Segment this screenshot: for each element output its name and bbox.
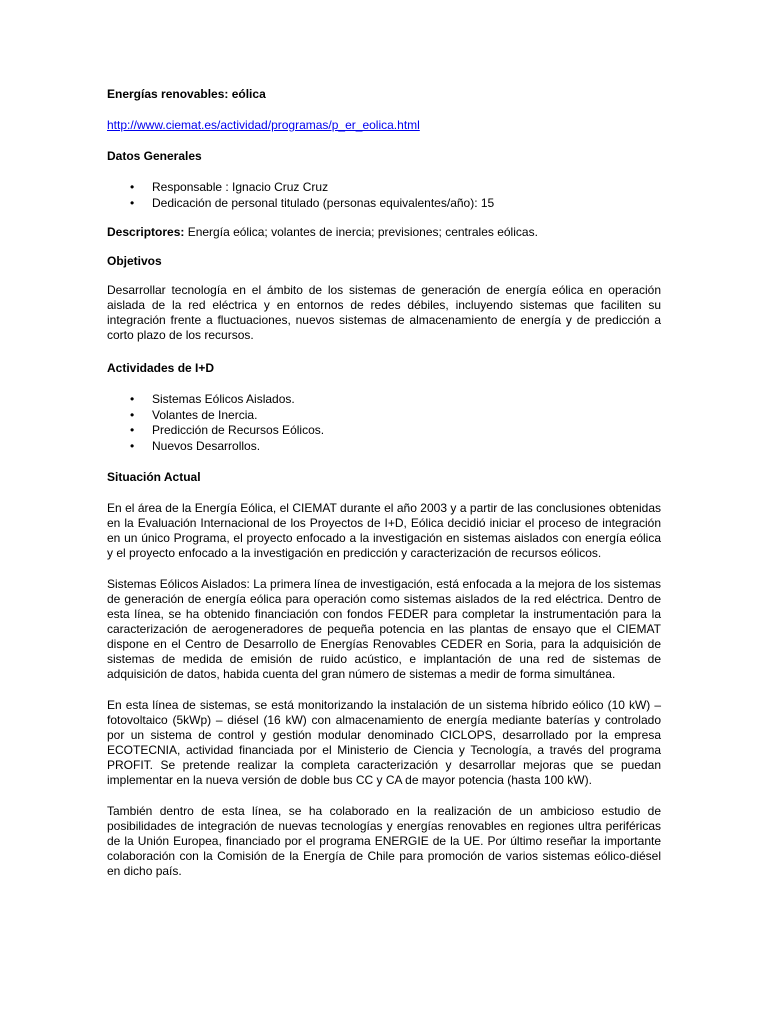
objetivos-heading: Objetivos xyxy=(107,254,162,268)
actividades-heading: Actividades de I+D xyxy=(107,361,215,375)
list-item: • Volantes de Inercia. xyxy=(107,408,661,424)
datos-generales-list xyxy=(107,180,661,211)
situacion-paragraph-1: En el área de la Energía Eólica, el CIEMAT durante el año 2003 y a partir de las conclusiones obtenidas en la Evaluación Internacional de los Proyectos de I+D, Eólica decidió iniciar el proceso de integración en un único Programa, el proyecto enfocado a la investigación en sistemas aislados con energía eólica y el proyecto enfocado a la investigación en predicción y caracterización de recursos eólicos. xyxy=(107,501,661,560)
descriptores-label: Descriptores: xyxy=(107,225,185,239)
source-url-link[interactable]: http://www.ciemat.es/actividad/programas/p_er_eolica.html xyxy=(107,118,420,132)
list-item: • Dedicación de personal titulado (personas equivalentes/año): 15 xyxy=(107,196,661,212)
situacion-paragraph-3: En esta línea de sistemas, se está monitorizando la instalación de un sistema híbrido eólico (10 kW) –fotovoltaico (5kWp) – diésel (16 kW) con almacenamiento de energía mediante baterías y controlado por un sistema de control y gestión modular denominado CICLOPS, desarrollado por la empresa ECOTECNIA, actividad financiada por el Ministerio de Ciencia y Tecnología, a través del programa PROFIT. Se pretende realizar la completa caracterización y desarrollar mejoras que se puedan implementar en la nueva versión de doble bus CC y CA de mayor potencia (hasta 100 kW). xyxy=(107,698,661,787)
list-item: • Sistemas Eólicos Aislados. xyxy=(107,392,661,408)
list-item: • Nuevos Desarrollos. xyxy=(107,439,661,455)
situacion-heading: Situación Actual xyxy=(107,470,201,484)
document-title: Energías renovables: eólica xyxy=(107,87,266,101)
situacion-paragraph-2: Sistemas Eólicos Aislados: La primera línea de investigación, está enfocada a la mejora de los sistemas de generación de energía eólica para operación como sistemas aislados de la red eléctrica. Dentro de esta línea, se ha obtenido financiación con fondos FEDER para completar la instrumentación para la caracterización de aerogeneradores de pequeña potencia en las plantas de ensayo que el CIEMAT dispone en el Centro de Desarrollo de Energías Renovables CEDER en Soria, para la adquisición de sistemas de medida de emisión de ruido acústico, e implantación de una red de sistemas de adquisición de datos, habida cuenta del gran número de sistemas a medir de forma simultánea. xyxy=(107,577,661,681)
list-item: • Responsable : Ignacio Cruz Cruz xyxy=(107,180,661,196)
situacion-paragraph-4: También dentro de esta línea, se ha colaborado en la realización de un ambicioso estudio de posibilidades de integración de nuevas tecnologías y energías renovables en regiones ultra periféricas de la Unión Europea, financiado por el programa ENERGIE de la UE. Por último reseñar la importante colaboración con la Comisión de la Energía de Chile para promoción de varios sistemas eólico-diésel en dicho país. xyxy=(107,804,661,878)
datos-generales-heading: Datos Generales xyxy=(107,149,202,163)
objetivos-paragraph: Desarrollar tecnología en el ámbito de los sistemas de generación de energía eólica en operación aislada de la red eléctrica y en entornos de redes débiles, incluyendo sistemas que faciliten su integración frente a fluctuaciones, nuevos sistemas de almacenamiento de energía y de predicción a corto plazo de los recursos. xyxy=(107,283,661,342)
descriptores-line xyxy=(107,225,661,240)
descriptores-text: Energía eólica; volantes de inercia; previsiones; centrales eólicas. xyxy=(184,225,538,239)
document-page xyxy=(107,87,661,879)
list-item: • Predicción de Recursos Eólicos. xyxy=(107,423,661,439)
actividades-list xyxy=(107,392,661,454)
